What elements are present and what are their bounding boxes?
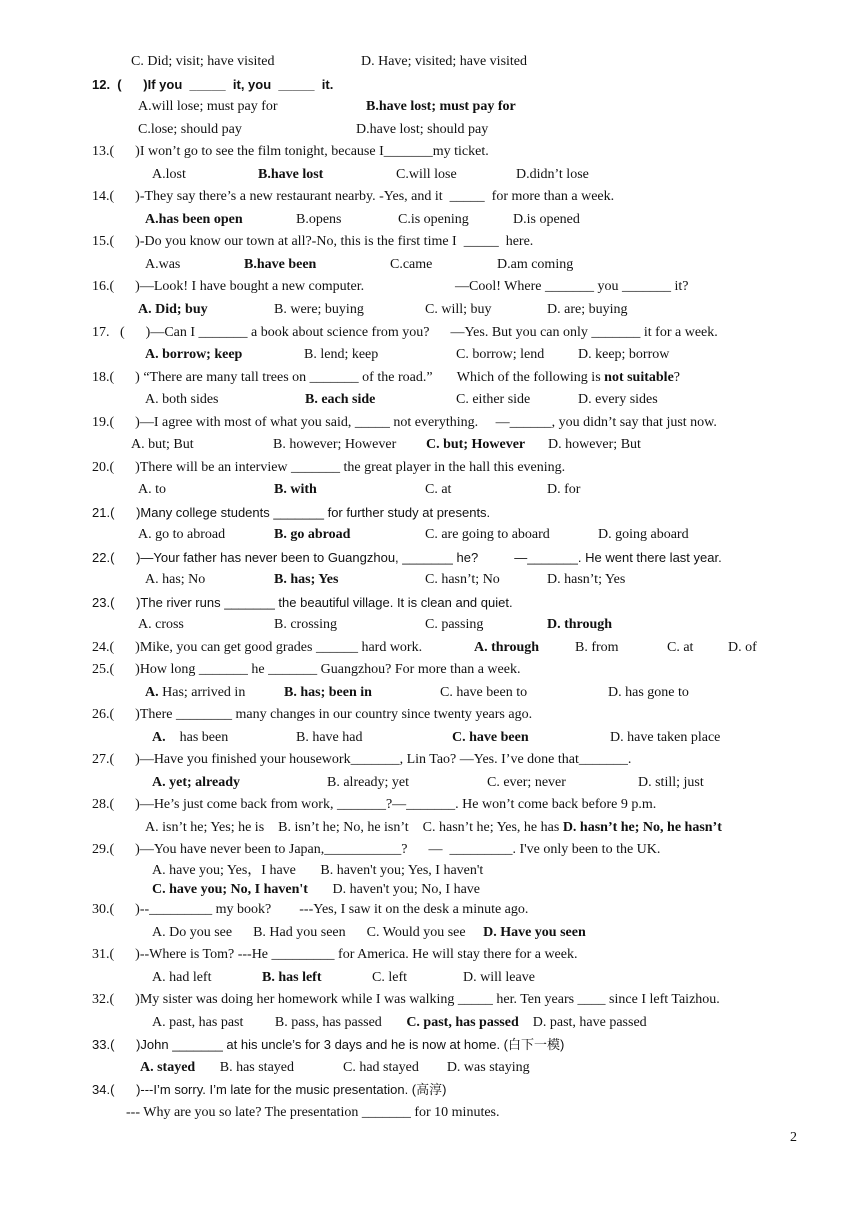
text-line xyxy=(145,211,243,229)
text-line xyxy=(152,924,586,942)
text-line xyxy=(273,436,396,454)
answer-text: B. has; Yes xyxy=(274,572,339,587)
answer-text: A. xyxy=(145,685,159,700)
line-text: has been xyxy=(165,730,229,745)
page-number: 2 xyxy=(790,1130,797,1145)
text-line xyxy=(138,526,225,544)
text-line xyxy=(547,301,627,319)
line-text: C. at xyxy=(425,482,452,497)
text-line xyxy=(92,841,660,859)
line-text: A. past, has past B. pass, has passed xyxy=(152,1015,407,1030)
line-text: B. have had xyxy=(296,730,363,745)
text-line xyxy=(145,571,205,589)
text-line xyxy=(327,774,409,792)
line-text: D. are; buying xyxy=(547,302,628,317)
text-line xyxy=(425,616,483,634)
line-text: D.is opened xyxy=(513,212,580,227)
line-text: D. haven't you; No, I have xyxy=(307,882,481,897)
line-text: 23.( )The river runs _______ the beautiful village. It is clean and quiet. xyxy=(92,595,513,610)
line-text: 17. ( )—Can I _______ a book about science from you? —Yes. But you can only _______ it for a week. xyxy=(92,325,718,340)
text-line xyxy=(92,594,513,612)
text-line xyxy=(578,346,669,364)
line-text: 13.( )I won’t go to see the film tonight, because I_______my ticket. xyxy=(92,144,489,159)
line-text: D. for xyxy=(547,482,581,497)
answer-text: A. stayed xyxy=(140,1060,196,1075)
text-line xyxy=(274,481,317,499)
answer-text: D. Have you seen xyxy=(483,925,586,940)
line-text: --- Why are you so late? The presentation _______ for 10 minutes. xyxy=(126,1105,500,1120)
line-text: 15.( )-Do you know our town at all?-No, this is the first time I _____ here. xyxy=(92,234,534,249)
line-text: B. crossing xyxy=(274,617,337,632)
answer-text: B.have lost; must pay for xyxy=(366,99,516,114)
line-text: A. cross xyxy=(138,617,184,632)
text-line xyxy=(126,1104,500,1122)
text-line xyxy=(92,76,333,94)
line-text: C. will; buy xyxy=(425,302,492,317)
text-line xyxy=(152,774,240,792)
text-line xyxy=(145,256,180,274)
text-line xyxy=(152,166,186,184)
text-line xyxy=(547,616,612,634)
answer-text: D. through xyxy=(547,617,613,632)
text-line xyxy=(140,1059,530,1077)
text-line xyxy=(398,211,469,229)
text-line xyxy=(638,774,704,792)
line-text: A. have you; Yes，I have B. haven't you; Yes, I haven't xyxy=(152,863,484,878)
text-line xyxy=(138,481,166,499)
text-line xyxy=(425,301,492,319)
text-line xyxy=(152,729,228,747)
text-line xyxy=(296,729,362,747)
text-line xyxy=(608,684,689,702)
text-line xyxy=(92,459,565,477)
text-line xyxy=(274,301,364,319)
text-line xyxy=(425,526,550,544)
line-text: A. but; But xyxy=(131,437,194,452)
text-line xyxy=(390,256,432,274)
text-line xyxy=(92,1081,446,1099)
line-text: B. were; buying xyxy=(274,302,364,317)
line-text: A.was xyxy=(145,257,181,272)
line-text: A. to xyxy=(138,482,166,497)
line-text: D. has gone to xyxy=(608,685,689,700)
line-text: B. lend; keep xyxy=(304,347,379,362)
text-line xyxy=(92,143,489,161)
answer-text: A. through xyxy=(474,640,540,655)
text-line xyxy=(92,369,680,387)
text-line xyxy=(244,256,316,274)
line-text: A. Do you see B. Had you seen C. Would you see xyxy=(152,925,484,940)
line-text: D. keep; borrow xyxy=(578,347,670,362)
answer-text: A. borrow; keep xyxy=(145,347,243,362)
line-text: D. every sides xyxy=(578,392,658,407)
text-line xyxy=(145,684,245,702)
answer-text: B.have lost xyxy=(258,167,324,182)
text-line xyxy=(575,639,619,657)
answer-text: not suitable xyxy=(604,370,674,385)
line-text: B. already; yet xyxy=(327,775,410,790)
line-text: 24.( )Mike, you can get good grades ______ hard work. xyxy=(92,640,423,655)
line-text: B. from xyxy=(575,640,619,655)
answer-text: 12. ( ) xyxy=(92,77,148,92)
line-text: B. has stayed C. had stayed D. was staying xyxy=(195,1060,530,1075)
text-line xyxy=(356,121,488,139)
text-line xyxy=(92,991,720,1009)
line-text: D. have taken place xyxy=(610,730,721,745)
line-text: B.opens xyxy=(296,212,342,227)
answer-text: B. each side xyxy=(305,392,376,407)
line-text: C. have been to xyxy=(440,685,528,700)
line-text: D. hasn’t; Yes xyxy=(547,572,626,587)
answer-text: A. xyxy=(152,730,166,745)
line-text: D. going aboard xyxy=(598,527,689,542)
answer-text: A. yet; already xyxy=(152,775,240,790)
text-line xyxy=(152,969,211,987)
line-text: C. either side xyxy=(456,392,531,407)
text-line xyxy=(92,1036,564,1054)
line-text: ? xyxy=(673,370,680,385)
text-line xyxy=(92,504,490,522)
text-line xyxy=(366,98,516,116)
text-line xyxy=(296,211,342,229)
answer-text: B. has; been in xyxy=(284,685,372,700)
line-text: C. at xyxy=(667,640,694,655)
text-line xyxy=(372,969,407,987)
line-text: A. had left xyxy=(152,970,212,985)
text-line xyxy=(92,901,528,919)
line-text: D. Have; visited; have visited xyxy=(361,54,528,69)
text-line xyxy=(578,391,658,409)
text-line xyxy=(152,1014,647,1032)
text-line xyxy=(92,946,577,964)
line-text: 31.( )--Where is Tom? ---He _________ for America. He will stay there for a week. xyxy=(92,947,578,962)
answer-text: D. hasn’t he; No, he hasn’t xyxy=(562,820,722,835)
line-text: 28.( )—He’s just come back from work, _______?—_______. He won’t come back before 9 p.m. xyxy=(92,797,657,812)
text-line xyxy=(426,436,525,454)
text-line xyxy=(92,414,717,432)
line-text: C. borrow; lend xyxy=(456,347,545,362)
text-line xyxy=(487,774,566,792)
line-text: C. hasn’t; No xyxy=(425,572,500,587)
text-line xyxy=(463,969,535,987)
line-text: C. Did; visit; have visited xyxy=(131,54,275,69)
line-text: 22.( )—Your father has never been to Guangzhou, _______ he? —_______. He went there last year. xyxy=(92,550,722,565)
text-line xyxy=(440,684,527,702)
text-line xyxy=(305,391,375,409)
line-text: C. ever; never xyxy=(487,775,566,790)
text-line xyxy=(138,121,242,139)
text-line xyxy=(361,53,527,71)
line-text: 32.( )My sister was doing her homework while I was walking _____ her. Ten years ____ since I left Taizhou. xyxy=(92,992,720,1007)
text-line xyxy=(262,969,322,987)
line-text: C.lose; should pay xyxy=(138,122,242,137)
line-text: D. still; just xyxy=(638,775,704,790)
line-text: 20.( )There will be an interview _______ the great player in the hall this evening. xyxy=(92,460,566,475)
text-line xyxy=(152,881,480,899)
text-line xyxy=(396,166,457,184)
line-text: 26.( )There ________ many changes in our country since twenty years ago. xyxy=(92,707,533,722)
line-text: D.didn’t lose xyxy=(516,167,589,182)
answer-text: C. have you; No, I haven't xyxy=(152,882,308,897)
text-line xyxy=(274,571,338,589)
text-line xyxy=(667,639,693,657)
text-line xyxy=(258,166,323,184)
text-line xyxy=(152,862,483,880)
line-text: C.will lose xyxy=(396,167,457,182)
text-line xyxy=(92,639,422,657)
line-text: C. are going to aboard xyxy=(425,527,550,542)
line-text: 34.( )---I’m sorry. I’m late for the music presentation. (高淳) xyxy=(92,1082,447,1097)
text-line xyxy=(274,616,337,634)
text-line xyxy=(92,324,718,342)
line-text: C. left xyxy=(372,970,407,985)
line-text: 30.( )--_________ my book? ---Yes, I saw it on the desk a minute ago. xyxy=(92,902,529,917)
line-text: 25.( )How long _______ he _______ Guangzhou? For more than a week. xyxy=(92,662,521,677)
line-text: D. past, have passed xyxy=(518,1015,647,1030)
line-text: A. isn’t he; Yes; he is B. isn’t he; No, he isn’t C. hasn’t he; Yes, he has xyxy=(145,820,563,835)
text-line xyxy=(547,571,625,589)
line-text: D.have lost; should pay xyxy=(356,122,489,137)
text-line xyxy=(452,729,529,747)
answer-text: C. past, has passed xyxy=(406,1015,519,1030)
line-text: D. will leave xyxy=(463,970,535,985)
text-line xyxy=(92,796,656,814)
text-line xyxy=(138,616,184,634)
text-line xyxy=(474,639,539,657)
text-line xyxy=(425,571,500,589)
text-line xyxy=(92,233,533,251)
text-line xyxy=(92,751,631,769)
line-text: C.is opening xyxy=(398,212,469,227)
line-text: Has; arrived in xyxy=(158,685,246,700)
text-line xyxy=(92,549,722,567)
text-line xyxy=(138,301,208,319)
answer-text: B. has left xyxy=(262,970,322,985)
text-line xyxy=(513,211,580,229)
text-line xyxy=(274,526,350,544)
text-line xyxy=(145,819,722,837)
text-line xyxy=(304,346,378,364)
text-line xyxy=(497,256,573,274)
line-text: A. both sides xyxy=(145,392,219,407)
text-line xyxy=(145,391,219,409)
line-text: 29.( )—You have never been to Japan,___________? — _________. I've only been to the UK. xyxy=(92,842,661,857)
line-text: B. however; However xyxy=(273,437,397,452)
text-line xyxy=(131,436,194,454)
text-line xyxy=(92,706,532,724)
line-text: 33.( )John _______ at his uncle’s for 3 days and he is now at home. (白下一模) xyxy=(92,1037,565,1052)
text-line xyxy=(548,436,641,454)
text-line xyxy=(455,278,688,296)
answer-text: A.has been open xyxy=(145,212,243,227)
line-text: A.lost xyxy=(152,167,186,182)
text-line xyxy=(284,684,372,702)
text-line xyxy=(92,188,614,206)
text-line xyxy=(456,391,530,409)
text-line xyxy=(598,526,689,544)
line-text: D. of xyxy=(728,640,757,655)
text-line xyxy=(728,639,757,657)
answer-text: B.have been xyxy=(244,257,317,272)
line-text: C. passing xyxy=(425,617,484,632)
line-text: C.came xyxy=(390,257,433,272)
line-text: —Cool! Where _______ you _______ it? xyxy=(455,279,689,294)
line-text: A. has; No xyxy=(145,572,206,587)
line-text: 27.( )—Have you finished your housework_______, Lin Tao? —Yes. I’ve done that_______. xyxy=(92,752,632,767)
line-text: D.am coming xyxy=(497,257,574,272)
line-text: 21.( )Many college students _______ for further study at presents. xyxy=(92,505,491,520)
answer-text: C. have been xyxy=(452,730,529,745)
text-line xyxy=(145,346,242,364)
answer-text: A. Did; buy xyxy=(138,302,208,317)
line-text: D. however; But xyxy=(548,437,641,452)
line-text: 16.( )—Look! I have bought a new computer. xyxy=(92,279,365,294)
answer-text: B. go abroad xyxy=(274,527,351,542)
answer-text: B. with xyxy=(274,482,317,497)
line-text: A.will lose; must pay for xyxy=(138,99,278,114)
line-text: 19.( )—I agree with most of what you said, _____ not everything. —______, you didn’t say that just now. xyxy=(92,415,717,430)
line-text: 18.( ) “There are many tall trees on _______ of the road.” Which of the following is xyxy=(92,370,605,385)
text-line xyxy=(131,53,275,71)
text-line xyxy=(516,166,589,184)
text-line xyxy=(92,661,520,679)
line-text: 14.( )-They say there’s a new restaurant nearby. -Yes, and it _____ for more than a week. xyxy=(92,189,615,204)
answer-text: If you _____ it, you _____ it. xyxy=(147,77,334,92)
text-line xyxy=(456,346,544,364)
text-line xyxy=(547,481,580,499)
text-line xyxy=(425,481,451,499)
answer-text: C. but; However xyxy=(426,437,526,452)
text-line xyxy=(92,278,364,296)
text-line xyxy=(610,729,720,747)
text-line xyxy=(138,98,278,116)
line-text: A. go to abroad xyxy=(138,527,226,542)
